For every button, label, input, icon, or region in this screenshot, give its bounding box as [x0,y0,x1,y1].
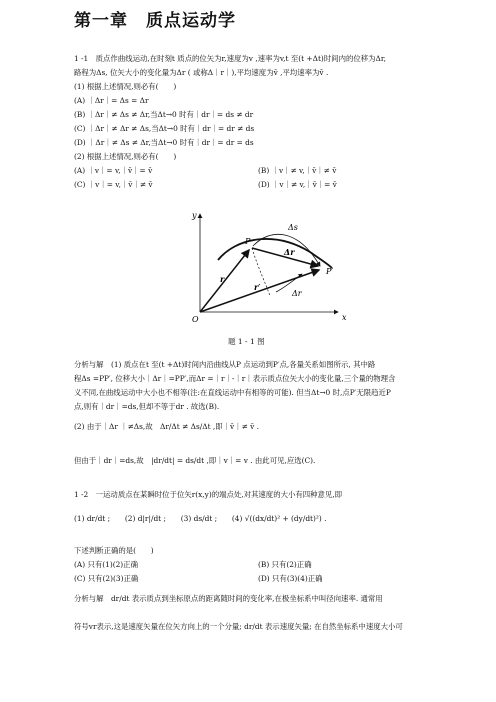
analysis-1-line-5: (2) 由于｜Δr ｜≠Δs,故 Δr/Δt ≠ Δs/Δt ,即｜v̄｜≠ v̄ . [74,422,260,431]
problem-1-1-line-2: 路程为Δs, 位矢大小的变化量为Δr ( 或称Δ｜r｜),平均速度为v̄ ,平均速率为v̄ . [74,68,329,77]
y-label: y [192,211,197,220]
option-1-2-b: (B) 只有(2)正确 [258,560,312,569]
motion-diagram [170,208,370,324]
option-2a: (A) ｜v｜= v,｜v̄｜= v̄ [74,166,153,175]
point-p-prime: P′ [326,267,334,276]
analysis-1 [74,360,395,416]
option-2d: (D) ｜v｜≠ v,｜v̄｜= v̄ [258,180,337,189]
chapter-title: 第一章 质点运动学 [74,11,236,31]
point-p: P [245,237,251,246]
problem-1-2-question: 下述判断正确的是( ) [74,546,154,555]
analysis-2-line-1: 分析与解 dr/dt 表示质点到坐标原点的距离随时间的变化率,在极坐标系中叫径向速率. 通常用 [74,594,383,603]
option-2c: (C) ｜v｜= v,｜v̄｜≠ v̄ [74,180,153,189]
analysis-1-line-4: 点,则有｜dr｜=ds,但却不等于dr . 故选(B). [74,402,220,411]
analysis-2-line-2: 符号vr表示,这是速度矢量在位矢方向上的一个分量; dr/dt 表示速度矢量; 在自然坐标系中速度大小可 [74,622,403,631]
dr-vec-label: Δr [284,247,295,257]
figure-caption: 题 1 - 1 图 [228,337,265,346]
r-prime-label: r′ [254,282,261,292]
dr-label: Δr [292,289,302,298]
problem-1-2-options: (1) dr/dt ; (2) d|r|/dt ; (3) ds/dt ; (4) √((dx/dt)² + (dy/dt)²) . [74,514,327,523]
option-d: (D) ｜Δr｜≠ Δs ≠ Δr,当Δt→0 时有｜dr｜= dr = ds [74,138,254,147]
option-1-2-c: (C) 只有(2)(3)正确 [74,574,139,583]
analysis-1-line-2: 程Δs =PP′, 位移大小｜Δr｜=PP′,而Δr =｜r｜-｜r｜表示质点位矢大小的变化量,三个量的物理含 [74,374,396,383]
option-2b: (B) ｜v｜≠ v,｜v̄｜≠ v̄ [258,166,337,175]
problem-1-1-line-1: 1 -1 质点作曲线运动,在时刻t 质点的位矢为r,速度为v ,速率为v,t 至(t +Δt)时间内的位移为Δr, [74,54,386,63]
x-label: x [342,313,347,322]
ds-label: Δs [288,223,298,232]
origin-label: O [192,315,199,324]
r-label: r [220,274,225,284]
option-1-2-d: (D) 只有(3)(4)正确 [258,574,323,583]
problem-1-2-line-1: 1 -2 一运动质点在某瞬时位于位矢r(x,y)的端点处,对其速度的大小有四种意见,即 [74,490,343,499]
option-1-2-a: (A) 只有(1)(2)正确 [74,560,138,569]
question-2: (2) 根据上述情况,则必有( ) [74,152,177,161]
analysis-1-line-6: 但由于｜dr｜=ds,故 |dr/dt| = ds/dt ,即｜v｜= v . 由此可见,应选(C). [74,456,316,465]
question-1: (1) 根据上述情况,则必有( ) [74,82,177,91]
analysis-1-line-1: 分析与解 (1) 质点在t 至(t +Δt)时间内沿曲线从P 点运动到P′点,各量关系如图所示, 其中路 [74,360,376,369]
option-c: (C) ｜Δr｜≠ Δr ≠ Δs,当Δt→0 时有｜dr｜= dr ≠ ds [74,124,255,133]
trajectory-curve [218,239,332,268]
problem-1-1 [74,54,386,166]
analysis-1-line-3: 义不同,在曲线运动中大小也不相等(注:在直线运动中有相等的可能). 但当Δt→0 时,点P′无限趋近P [74,388,391,397]
option-b: (B) ｜Δr｜≠ Δs ≠ Δr,当Δt→0 时有｜dr｜= ds ≠ dr [74,110,254,119]
option-a: (A) ｜Δr｜= Δs = Δr [74,96,149,105]
